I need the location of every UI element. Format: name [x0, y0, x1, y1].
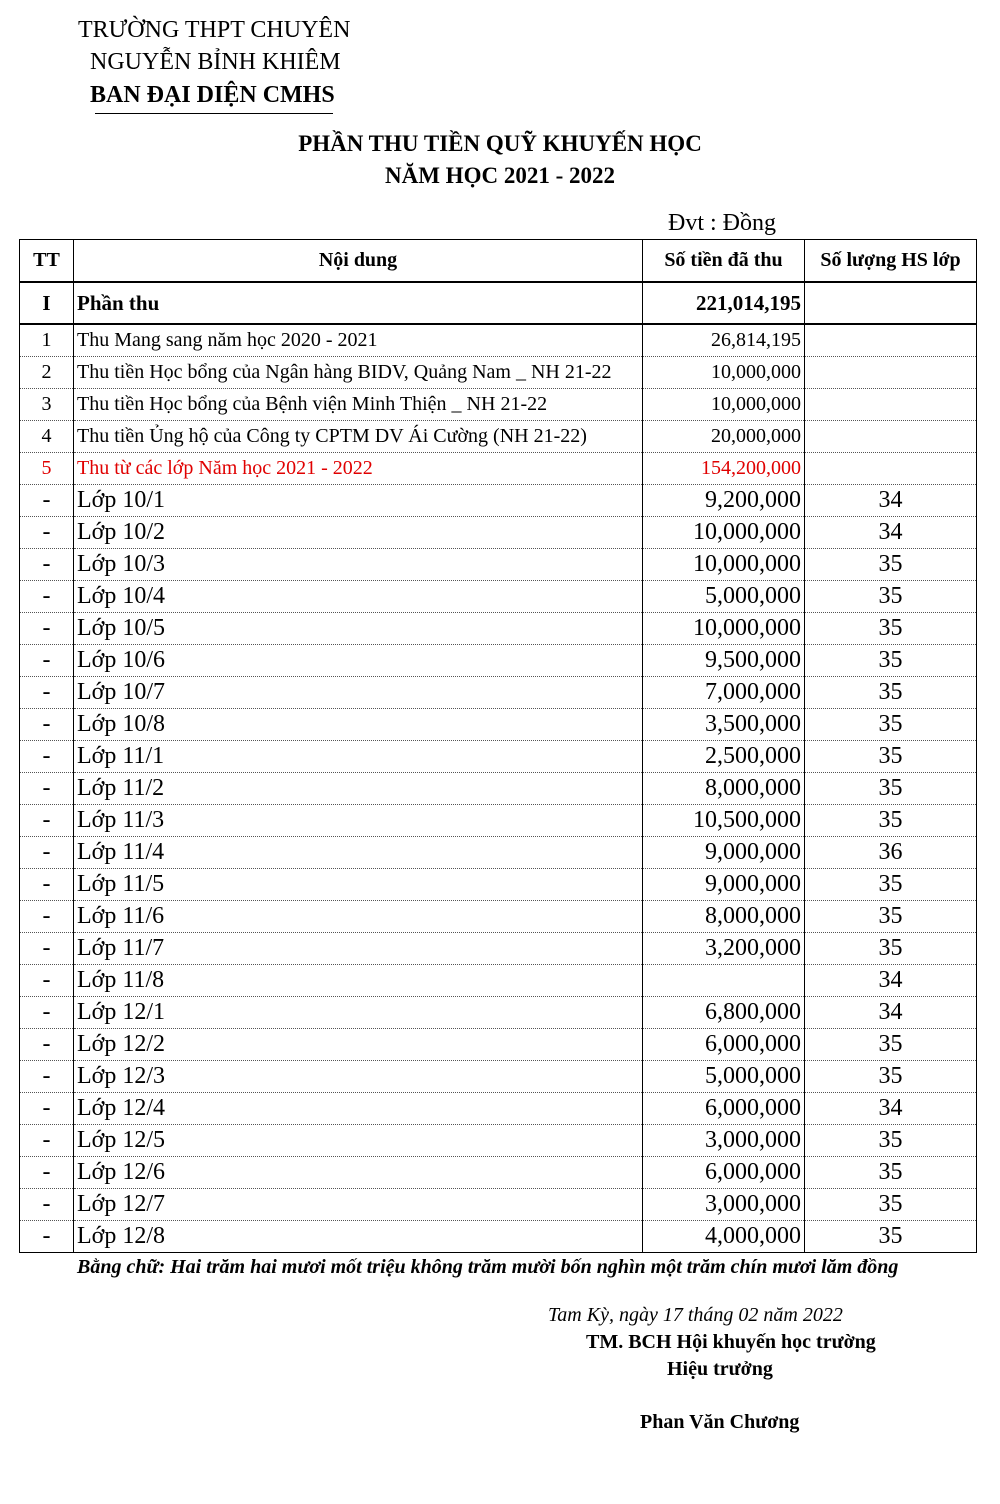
row-tt: -	[20, 613, 74, 645]
class-row	[20, 933, 977, 965]
row-content: Lớp 10/4	[74, 581, 643, 613]
class-row	[20, 1029, 977, 1061]
class-row	[20, 1157, 977, 1189]
row-amount: 20,000,000	[643, 421, 805, 453]
row-student-count: 35	[805, 1157, 977, 1189]
row-student-count: 35	[805, 869, 977, 901]
item-row	[20, 453, 977, 485]
row-tt: -	[20, 901, 74, 933]
section-row	[20, 282, 977, 324]
row-content: Lớp 10/3	[74, 549, 643, 581]
class-row	[20, 901, 977, 933]
row-tt: -	[20, 1157, 74, 1189]
row-amount: 6,000,000	[643, 1093, 805, 1125]
class-row	[20, 1221, 977, 1253]
section-count	[805, 282, 977, 324]
row-content: Lớp 10/2	[74, 517, 643, 549]
amount-in-words: Bằng chữ: Hai trăm hai mươi mốt triệu không trăm mười bốn nghìn một trăm chín mươi lăm đồng	[77, 1256, 899, 1278]
class-row	[20, 709, 977, 741]
class-row	[20, 965, 977, 997]
row-student-count: 35	[805, 901, 977, 933]
row-tt: -	[20, 997, 74, 1029]
class-row	[20, 1189, 977, 1221]
row-student-count	[805, 389, 977, 421]
row-amount: 2,500,000	[643, 741, 805, 773]
class-row	[20, 517, 977, 549]
row-tt: -	[20, 1061, 74, 1093]
row-amount: 10,500,000	[643, 805, 805, 837]
row-content: Lớp 10/8	[74, 709, 643, 741]
row-student-count: 34	[805, 965, 977, 997]
row-content: Lớp 11/8	[74, 965, 643, 997]
header-underline	[95, 113, 333, 114]
row-tt: -	[20, 773, 74, 805]
row-student-count: 35	[805, 677, 977, 709]
row-amount: 10,000,000	[643, 389, 805, 421]
row-content: Lớp 12/6	[74, 1157, 643, 1189]
row-amount: 26,814,195	[643, 324, 805, 357]
row-student-count: 34	[805, 517, 977, 549]
class-row	[20, 645, 977, 677]
row-amount: 8,000,000	[643, 901, 805, 933]
revenue-table	[19, 239, 977, 1253]
row-content: Lớp 12/7	[74, 1189, 643, 1221]
place-date: Tam Kỳ, ngày 17 tháng 02 năm 2022	[548, 1304, 843, 1326]
row-tt: -	[20, 741, 74, 773]
row-tt: -	[20, 965, 74, 997]
row-amount: 10,000,000	[643, 357, 805, 389]
row-content: Lớp 11/6	[74, 901, 643, 933]
row-tt: -	[20, 837, 74, 869]
row-tt: -	[20, 1093, 74, 1125]
signer-name: Phan Văn Chương	[640, 1411, 800, 1433]
row-amount: 6,000,000	[643, 1029, 805, 1061]
row-content: Lớp 10/6	[74, 645, 643, 677]
row-student-count: 35	[805, 933, 977, 965]
section-amount: 221,014,195	[643, 282, 805, 324]
row-tt: 3	[20, 389, 74, 421]
row-amount: 3,000,000	[643, 1189, 805, 1221]
row-tt: 2	[20, 357, 74, 389]
class-row	[20, 1125, 977, 1157]
row-student-count	[805, 357, 977, 389]
item-row	[20, 324, 977, 357]
row-amount: 10,000,000	[643, 549, 805, 581]
row-tt: -	[20, 1221, 74, 1253]
row-content: Lớp 11/1	[74, 741, 643, 773]
row-amount	[643, 965, 805, 997]
row-content: Lớp 12/5	[74, 1125, 643, 1157]
row-student-count	[805, 324, 977, 357]
row-amount: 9,000,000	[643, 837, 805, 869]
row-content: Lớp 11/3	[74, 805, 643, 837]
class-row	[20, 741, 977, 773]
row-content: Thu tiền Học bổng của Ngân hàng BIDV, Quảng Nam _ NH 21-22	[74, 357, 643, 389]
row-amount: 154,200,000	[643, 453, 805, 485]
class-row	[20, 1093, 977, 1125]
row-amount: 7,000,000	[643, 677, 805, 709]
section-content: Phần thu	[74, 282, 643, 324]
row-tt: -	[20, 1125, 74, 1157]
row-tt: -	[20, 869, 74, 901]
row-student-count: 35	[805, 1221, 977, 1253]
row-student-count: 35	[805, 1189, 977, 1221]
header-content: Nội dung	[74, 240, 643, 283]
row-student-count: 36	[805, 837, 977, 869]
row-student-count: 35	[805, 645, 977, 677]
row-tt: -	[20, 933, 74, 965]
row-student-count: 34	[805, 485, 977, 517]
section-tt: I	[20, 282, 74, 324]
row-content: Lớp 11/5	[74, 869, 643, 901]
row-content: Thu tiền Ủng hộ của Công ty CPTM DV Ái Cường (NH 21-22)	[74, 421, 643, 453]
table-header-row	[20, 240, 977, 283]
row-tt: -	[20, 549, 74, 581]
board-name: BAN ĐẠI DIỆN CMHS	[90, 82, 335, 108]
row-tt: -	[20, 645, 74, 677]
class-row	[20, 549, 977, 581]
school-name-line2: NGUYỄN BỈNH KHIÊM	[90, 49, 341, 75]
currency-unit: Đvt : Đồng	[668, 210, 776, 236]
row-amount: 5,000,000	[643, 581, 805, 613]
row-content: Lớp 12/3	[74, 1061, 643, 1093]
school-name-line1: TRƯỜNG THPT CHUYÊN	[78, 17, 351, 43]
row-student-count: 35	[805, 1029, 977, 1061]
row-amount: 10,000,000	[643, 613, 805, 645]
row-student-count: 35	[805, 581, 977, 613]
header-student-count: Số lượng HS lớp	[805, 240, 977, 283]
row-student-count: 34	[805, 1093, 977, 1125]
header-tt: TT	[20, 240, 74, 283]
row-amount: 6,000,000	[643, 1157, 805, 1189]
row-tt: 4	[20, 421, 74, 453]
class-row	[20, 485, 977, 517]
row-amount: 5,000,000	[643, 1061, 805, 1093]
class-row	[20, 613, 977, 645]
row-amount: 8,000,000	[643, 773, 805, 805]
class-row	[20, 677, 977, 709]
class-row	[20, 581, 977, 613]
row-content: Lớp 12/4	[74, 1093, 643, 1125]
row-amount: 3,000,000	[643, 1125, 805, 1157]
row-amount: 3,500,000	[643, 709, 805, 741]
class-row	[20, 997, 977, 1029]
row-content: Lớp 12/1	[74, 997, 643, 1029]
row-content: Lớp 10/7	[74, 677, 643, 709]
school-year-title: NĂM HỌC 2021 - 2022	[385, 163, 615, 188]
row-student-count: 35	[805, 1061, 977, 1093]
row-amount: 9,500,000	[643, 645, 805, 677]
row-content: Lớp 11/7	[74, 933, 643, 965]
row-tt: -	[20, 581, 74, 613]
row-student-count	[805, 421, 977, 453]
row-student-count: 35	[805, 709, 977, 741]
row-student-count: 35	[805, 805, 977, 837]
row-amount: 9,000,000	[643, 869, 805, 901]
class-row	[20, 837, 977, 869]
row-student-count: 35	[805, 773, 977, 805]
row-amount: 4,000,000	[643, 1221, 805, 1253]
row-student-count: 35	[805, 613, 977, 645]
item-row	[20, 389, 977, 421]
class-row	[20, 805, 977, 837]
class-row	[20, 1061, 977, 1093]
class-row	[20, 773, 977, 805]
row-student-count: 35	[805, 1125, 977, 1157]
row-amount: 3,200,000	[643, 933, 805, 965]
row-tt: -	[20, 709, 74, 741]
on-behalf: TM. BCH Hội khuyến học trường	[586, 1331, 876, 1353]
row-amount: 6,800,000	[643, 997, 805, 1029]
row-content: Thu Mang sang năm học 2020 - 2021	[74, 324, 643, 357]
row-student-count: 34	[805, 997, 977, 1029]
row-tt: 5	[20, 453, 74, 485]
row-tt: -	[20, 1029, 74, 1061]
header-amount: Số tiền đã thu	[643, 240, 805, 283]
row-student-count	[805, 453, 977, 485]
row-tt: -	[20, 485, 74, 517]
class-row	[20, 869, 977, 901]
row-amount: 10,000,000	[643, 517, 805, 549]
row-tt: -	[20, 805, 74, 837]
document-title: PHẦN THU TIỀN QUỸ KHUYẾN HỌC	[298, 131, 702, 156]
row-tt: -	[20, 517, 74, 549]
row-amount: 9,200,000	[643, 485, 805, 517]
row-student-count: 35	[805, 741, 977, 773]
row-tt: -	[20, 677, 74, 709]
row-content: Lớp 12/2	[74, 1029, 643, 1061]
row-content: Lớp 11/2	[74, 773, 643, 805]
row-tt: 1	[20, 324, 74, 357]
row-tt: -	[20, 1189, 74, 1221]
item-row	[20, 421, 977, 453]
signer-position: Hiệu trưởng	[667, 1358, 773, 1380]
item-row	[20, 357, 977, 389]
row-content: Thu tiền Học bổng của Bệnh viện Minh Thiện _ NH 21-22	[74, 389, 643, 421]
row-content: Lớp 12/8	[74, 1221, 643, 1253]
row-student-count: 35	[805, 549, 977, 581]
row-content: Lớp 11/4	[74, 837, 643, 869]
row-content: Thu từ các lớp Năm học 2021 - 2022	[74, 453, 643, 485]
row-content: Lớp 10/5	[74, 613, 643, 645]
row-content: Lớp 10/1	[74, 485, 643, 517]
